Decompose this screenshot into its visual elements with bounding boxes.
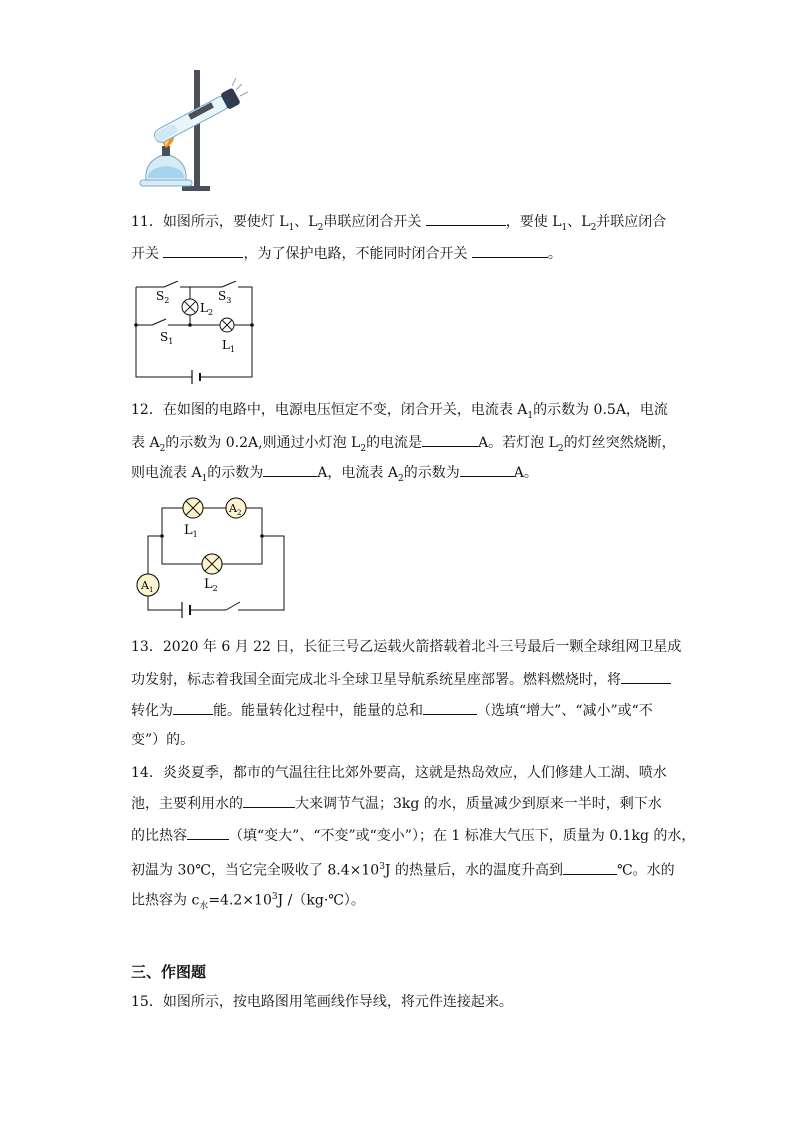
section-title: 三、作图题 bbox=[131, 963, 207, 981]
q14-line3: 的比热容 （填“变大”、“不变”或“变小”）；在 1 标准大气压下，质量为 0.1kg 的水， bbox=[131, 825, 695, 846]
q14-blank-specific-heat[interactable] bbox=[187, 825, 229, 840]
label-l1: $L_1$ bbox=[222, 338, 236, 354]
q12-blank-l2-current[interactable] bbox=[422, 432, 478, 447]
label-s3: $S_3$ bbox=[218, 289, 232, 305]
q13-blank-energy-total[interactable] bbox=[423, 700, 477, 715]
q14-blank-property[interactable] bbox=[243, 793, 295, 808]
q12-blank-a1[interactable] bbox=[263, 462, 317, 477]
q13-line2: 功发射，标志着我国全面完成北斗全球卫星导航系统星座部署。燃料燃烧时，将 bbox=[131, 669, 671, 690]
q14-line1: 14．炎炎夏季，都市的气温往往比郊外要高，这就是热岛效应，人们修建人工湖、喷水 bbox=[131, 765, 667, 781]
q13-blank-energy-target[interactable] bbox=[173, 700, 213, 715]
q14-line4: 初温为 30℃，当它完全吸收了 $8.4\times 10^3J$ 的热量后，水的温度升高到 ℃。水的 bbox=[131, 857, 675, 881]
label-l1: $L_1$ bbox=[184, 523, 198, 539]
q12-line1: 12．在如图的电路中，电源电压恒定不变，闭合开关，电流表 $A_1$的示数为 0.5A，电流 bbox=[131, 402, 668, 421]
q11-line2: 开关 ，为了保护电路，不能同时闭合开关 。 bbox=[131, 243, 562, 264]
q12-line3: 则电流表 $A_1$的示数为 A，电流表 $A_2$的示数为 A。 bbox=[131, 462, 538, 489]
q11-blank-parallel[interactable] bbox=[163, 243, 243, 258]
label-s2: $S_2$ bbox=[156, 289, 170, 305]
q14-line5: 比热容为 $c_水=4.2\times 10^3J$ /（kg·℃）。 bbox=[131, 892, 365, 912]
label-a1: $A_1$ bbox=[141, 579, 154, 594]
q15-line: 15．如图所示，按电路图用笔画线作导线，将元件连接起来。 bbox=[131, 994, 513, 1010]
q11-blank-forbidden[interactable] bbox=[472, 243, 548, 258]
label-l2: $L_2$ bbox=[200, 301, 214, 317]
label-l2: $L_2$ bbox=[204, 577, 218, 593]
test-tube-heating-illustration bbox=[132, 68, 252, 198]
q13-line3: 转化为 能。能量转化过程中，能量的总和 （选填“增大”、“减小”或“不 bbox=[131, 700, 653, 721]
q14-blank-temperature[interactable] bbox=[563, 860, 617, 875]
label-a2: $A_2$ bbox=[229, 502, 242, 517]
circuit-diagram-1 bbox=[134, 281, 264, 385]
q13-line4: 变”）的。 bbox=[131, 732, 195, 748]
q13-blank-energy-source[interactable] bbox=[621, 669, 671, 684]
q12-line2: 表 $A_2$的示数为 0.2A,则通过小灯泡 $L_2$的电流是 A。若灯泡 $L_2$的灯丝突然烧断， bbox=[131, 432, 676, 459]
q11-line1: 11．如图所示，要使灯 $L_1$、$L_2$串联应闭合开关 ，要使 $L_1$、$L_2$并联应闭合 bbox=[131, 211, 666, 238]
q14-line2: 池，主要利用水的 大来调节气温；3kg 的水，质量减少到原来一半时，剩下水 bbox=[131, 793, 662, 814]
q12-blank-a2[interactable] bbox=[460, 462, 514, 477]
label-s1: $S_1$ bbox=[160, 330, 174, 346]
q11-blank-series[interactable] bbox=[426, 211, 506, 226]
q13-line1: 13．2020 年 6 月 22 日，长征三号乙运载火箭搭载着北斗三号最后一颗全球组网卫星成 bbox=[131, 639, 682, 655]
circuit-diagram-2 bbox=[134, 494, 294, 624]
